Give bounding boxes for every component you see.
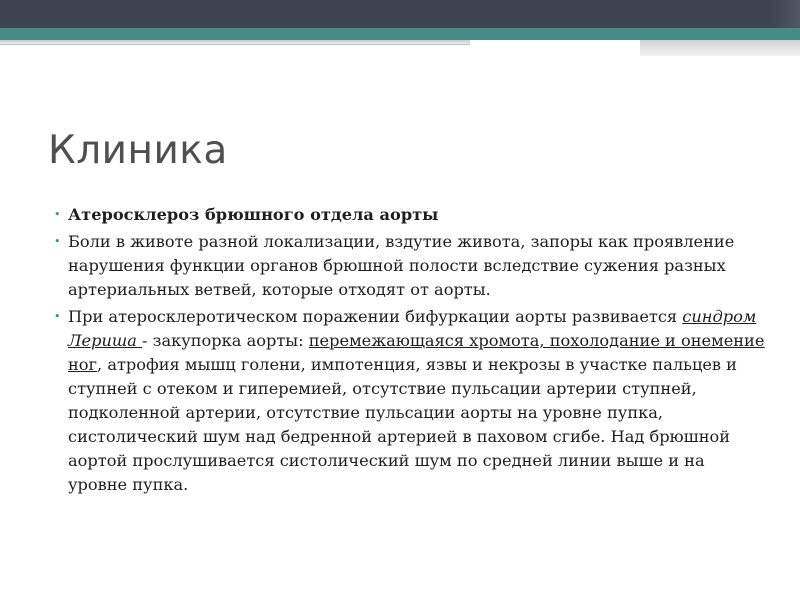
bullet-marker-icon: • (54, 310, 61, 323)
accent-stripe (0, 28, 800, 40)
bullet-marker-icon: • (54, 235, 61, 248)
bullet-marker-icon: • (54, 208, 61, 221)
bullet-text-after-link: - закупорка аорты: (142, 331, 309, 350)
bullet-text-rest: , атрофия мышц голени, импотенция, язвы и некрозы в участке пальцев и ступней с отеком и гиперемией, отсутствие пульсации артерии ступней, подколенной артерии, отсутствие пульсации аорты на уровне пупка, систолический шум над бедренной артерией в паховом сгибе. Над брюшной аортой прослушивается систолический шум по средней линии выше и на уровне пупка. (68, 355, 737, 494)
bullet-list (54, 203, 766, 500)
bullet-item (54, 203, 766, 227)
header-shadow (770, 0, 800, 28)
bullet-text: Боли в животе разной локализации, вздутие живота, запоры как проявление нарушения функции органов брюшной полости вследствие сужения разных артериальных ветвей, которые отходят от аорты. (68, 232, 735, 299)
bullet-heading: Атеросклероз брюшного отдела аорты (68, 205, 439, 224)
bullet-item (54, 230, 766, 302)
divider-line (0, 44, 470, 45)
bullet-item (54, 305, 766, 497)
bullet-text-underlined: перемежающаяся хромота, похолодание и онемение ног (68, 331, 765, 374)
bullet-text-lead: При атеросклеротическом поражении бифуркации аорты развивается (68, 307, 683, 326)
header-band (0, 0, 800, 28)
leriche-syndrome-link[interactable]: синдром Лериша (68, 307, 757, 350)
accent-shadow-right (640, 40, 800, 56)
slide-title: Клиника (48, 128, 228, 173)
